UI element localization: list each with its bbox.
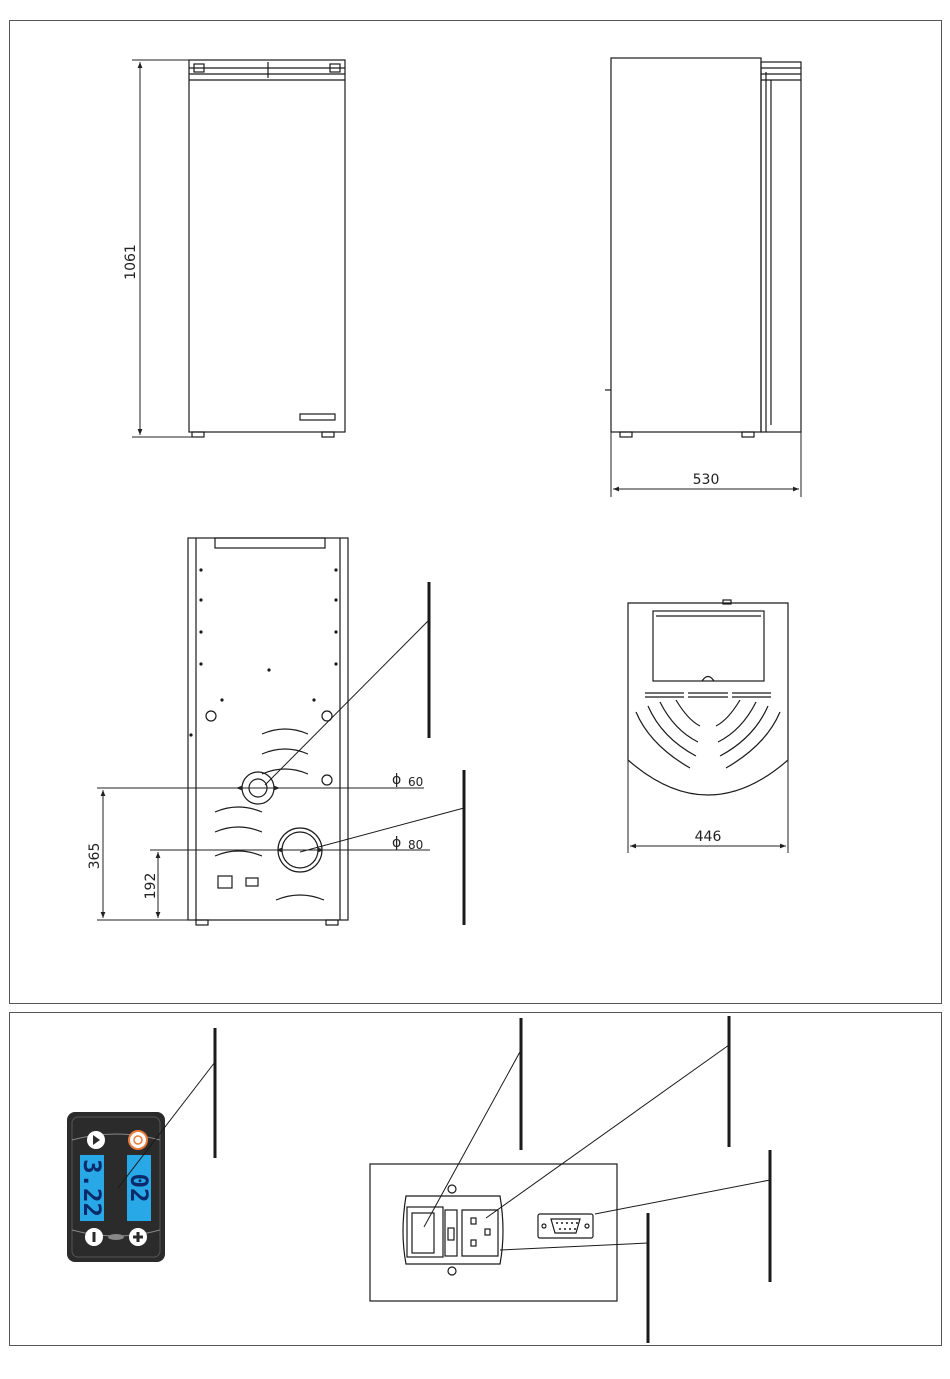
- air-inlet-height-label: 192: [143, 872, 159, 900]
- fuse-holder: [445, 1210, 457, 1256]
- flue-height-label: 365: [87, 842, 103, 870]
- serial-pins: [556, 1222, 578, 1230]
- depth-label: 530: [692, 472, 720, 488]
- front-view: [189, 60, 345, 437]
- power-switch[interactable]: [412, 1213, 434, 1253]
- dimensions-frame: [10, 21, 942, 1004]
- width-label: 446: [694, 829, 722, 845]
- rear-view: [188, 538, 348, 925]
- air-diameter-symbol: ϕ: [392, 835, 402, 851]
- flue-diameter-symbol: ϕ: [392, 772, 402, 788]
- power-button[interactable]: [129, 1131, 147, 1149]
- rear-callouts: [265, 582, 464, 925]
- display-right-value: 02: [125, 1173, 153, 1203]
- serial-port: [538, 1214, 593, 1238]
- top-view: [628, 600, 788, 795]
- control-panel: [67, 1112, 165, 1262]
- flue-diameter-label: 60: [408, 775, 424, 789]
- display-left-value: 3.22: [78, 1159, 106, 1217]
- box-callouts: [424, 1016, 770, 1343]
- connection-box: [370, 1164, 617, 1301]
- power-socket: [462, 1210, 498, 1256]
- air-diameter-label: 80: [408, 838, 424, 852]
- height-dimension: [132, 60, 192, 437]
- side-view: [605, 58, 801, 437]
- height-label: 1061: [123, 244, 139, 280]
